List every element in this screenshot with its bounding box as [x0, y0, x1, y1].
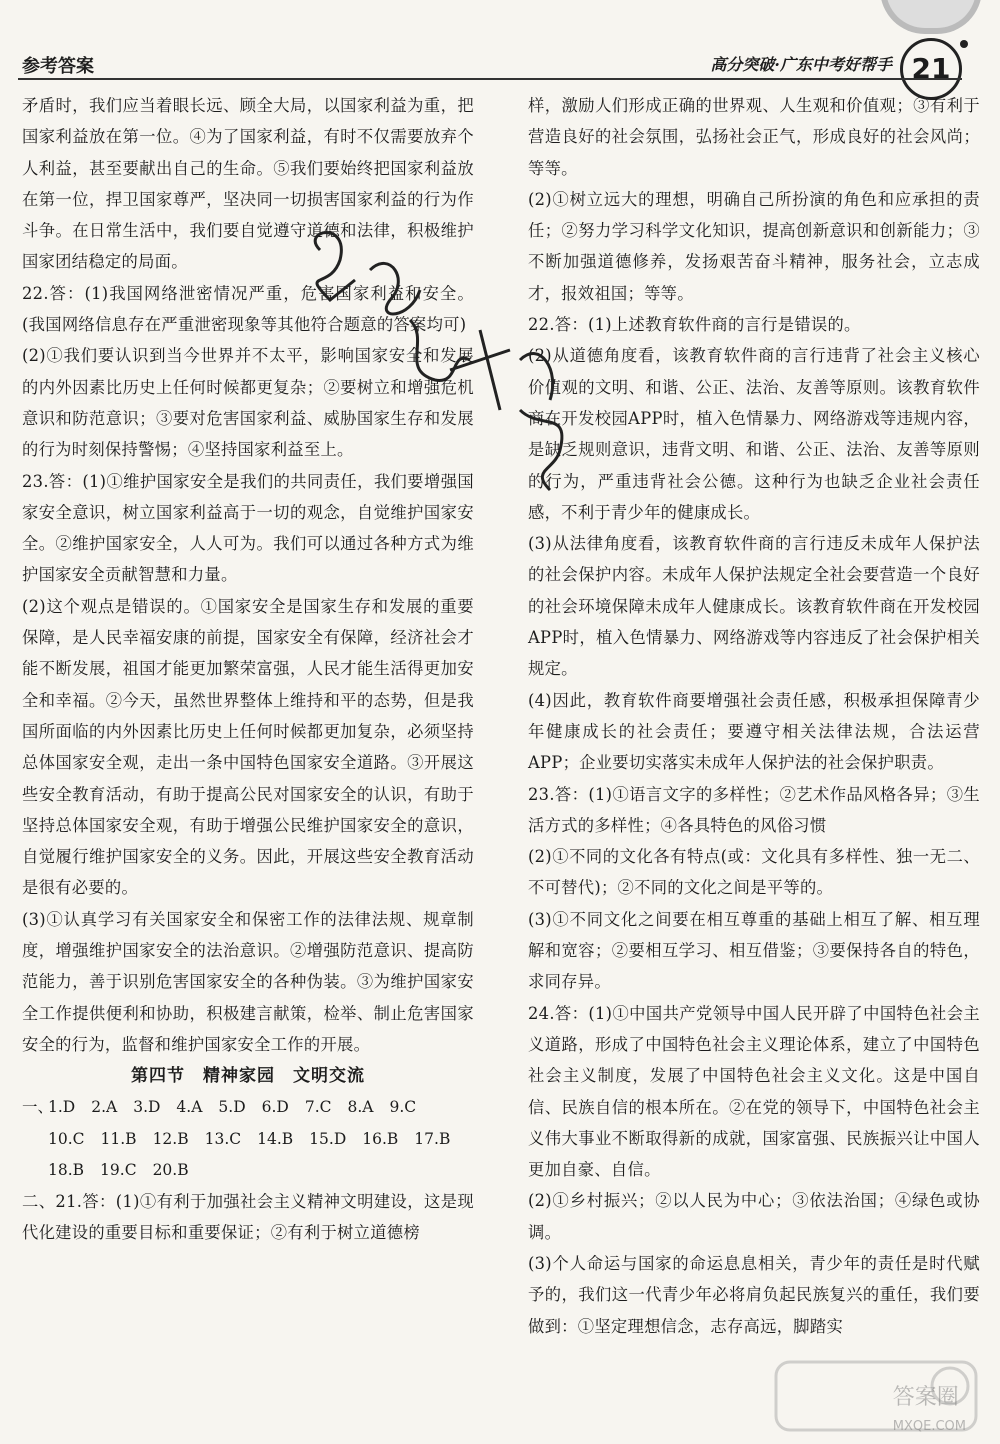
answer-paragraph: (3)从法律角度看，该教育软件商的言行违反未成年人保护法的社会保护内容。未成年人保护法规定全社会要营造一个良好的社会环境保障未成年人健康成长。该教育软件商在开发校园APP时，植入色情暴力、网络游戏等内容违反了社会保护相关规定。: [528, 534, 980, 679]
mc-answer: 4.A: [176, 1098, 203, 1117]
header-right-label: 高分突破·广东中考好帮手: [710, 55, 892, 74]
mc-answer: 2.A: [91, 1098, 118, 1117]
mc-answer: 3.D: [133, 1098, 161, 1117]
answer-paragraph: (3)①不同文化之间要在相互尊重的基础上相互了解、相互理解和宽容；②要相互学习、相互借鉴；③要保持各自的特色，求同存异。: [528, 909, 980, 992]
answer-paragraph: 二、21.答：(1)①有利于加强社会主义精神文明建设，这是现代化建设的重要目标和重要保证；②有利于树立道德榜: [22, 1192, 474, 1243]
answer-paragraph: (2)①我们要认识到当今世界并不太平，影响国家安全和发展的内外因素比历史上任何时候都更复杂；②要树立和增强危机意识和防范意识；③要对危害国家利益、威胁国家生存和发展的行为时刻保持警惕；④坚持国家利益至上。: [22, 346, 474, 460]
mc-answer: 8.A: [347, 1098, 374, 1117]
answer-paragraph: 23.答：(1)①语言文字的多样性；②艺术作品风格各异；③生活方式的多样性；④各具特色的风俗习惯: [528, 784, 980, 835]
answer-paragraph: 矛盾时，我们应当着眼长远、顾全大局，以国家利益为重，把国家利益放在第一位。④为了国家利益，有时不仅需要放弃个人利益，甚至要献出自己的生命。⑤我们要始终把国家利益放在第一位，捍卫国家尊严，坚决同一切损害国家利益的行为作斗争。在日常生活中，我们要自觉遵守道德和法律，积极维护国家团结稳定的局面。: [22, 96, 474, 272]
mc-answer: 16.B: [362, 1129, 399, 1148]
decorative-circle: [880, 0, 982, 34]
answer-paragraph: (2)①乡村振兴；②以人民为中心；③依法治国；④绿色或协调。: [528, 1191, 980, 1242]
mc-answer: 12.B: [152, 1129, 189, 1148]
mc-answer-row: [22, 1155, 474, 1186]
mc-answer: 5.D: [218, 1098, 246, 1117]
mc-answer: 1.D: [48, 1098, 76, 1117]
mc-answer: 19.C: [100, 1160, 137, 1179]
answer-paragraph: (3)①认真学习有关国家安全和保密工作的法律法规、规章制度，增强维护国家安全的法治意识。②增强防范意识、提高防范能力，善于识别危害国家安全的各种伪装。③为维护国家安全工作提供便利和协助，积极建言献策，检举、制止危害国家安全的行为，监督和维护国家安全工作的开展。: [22, 909, 474, 1054]
answer-paragraph: 23.答：(1)①维护国家安全是我们的共同责任，我们要增强国家安全意识，树立国家利益高于一切的观念，自觉维护国家安全。②维护国家安全，人人可为。我们可以通过各种方式为维护国家安全贡献智慧和力量。: [22, 471, 474, 585]
page-number: 21: [900, 38, 962, 100]
mc-answer: 20.B: [152, 1160, 189, 1179]
watermark-text: 答案圈 MXQE.COM: [892, 1385, 966, 1434]
mc-answer: 10.C: [48, 1129, 85, 1148]
mc-answer-row: [22, 1092, 474, 1123]
answer-paragraph: 22.答：(1)我国网络泄密情况严重，危害国家利益和安全。(我国网络信息存在严重泄密现象等其他符合题意的答案均可): [22, 283, 474, 335]
answer-paragraph: 22.答：(1)上述教育软件商的言行是错误的。: [528, 315, 861, 335]
answer-paragraph: (2)从道德角度看，该教育软件商的言行违背了社会主义核心价值观的文明、和谐、公正、法治、友善等原则。该教育软件商在开发校园APP时，植入色情暴力、网络游戏等违规内容，是缺乏规则意识，违背文明、和谐、公正、法治、友善等原则的行为，严重违背社会公德。这种行为也缺乏企业社会责任感，不利于青少年的健康成长。: [528, 346, 980, 522]
mc-answer: 7.C: [304, 1098, 332, 1117]
answer-paragraph: (2)①不同的文化各有特点(或：文化具有多样性、独一无二、不可替代)；②不同的文化之间是平等的。: [528, 847, 980, 898]
mc-answer: 14.B: [257, 1129, 294, 1148]
mc-answer: 11.B: [100, 1129, 137, 1148]
mc-answer: 18.B: [48, 1160, 85, 1179]
page-number-dot: [960, 40, 968, 48]
mc-answer: 17.B: [414, 1129, 451, 1148]
answer-paragraph: (3)个人命运与国家的命运息息相关，青少年的责任是时代赋予的，我们这一代青少年必将肩负起民族复兴的重任，我们要做到：①坚定理想信念，志存高远，脚踏实: [528, 1253, 980, 1336]
mc-answer: 6.D: [261, 1098, 289, 1117]
answer-paragraph: (2)①树立远大的理想，明确自己所扮演的角色和应承担的责任；②努力学习科学文化知识，提高创新意识和创新能力；③不断加强道德修养，发扬艰苦奋斗精神，服务社会，立志成才，报效祖国；等等。: [528, 189, 980, 303]
mc-answer: 15.D: [309, 1129, 347, 1148]
mc-answer-row: [22, 1124, 474, 1155]
answer-paragraph: 24.答：(1)①中国共产党领导中国人民开辟了中国特色社会主义道路，形成了中国特色社会主义理论体系，建立了中国特色社会主义制度，发展了中国特色社会主义文化。这是中国自信、民族自信的根本所在。②在党的领导下，中国特色社会主义伟大事业不断取得新的成就，国家富强、民族振兴让中国人更加自豪、自信。: [528, 1003, 980, 1180]
header-left-label: 参考答案: [22, 56, 94, 77]
mc-answer: 9.C: [389, 1098, 417, 1117]
mc-prefix: 一、: [22, 1098, 54, 1117]
header-rule: [18, 78, 962, 80]
answer-paragraph: (4)因此，教育软件商要增强社会责任感，积极承担保障青少年健康成长的社会责任；要遵守相关法律法规，合法运营APP；企业要切实落实未成年人保护法的社会保护职责。: [528, 690, 980, 773]
answer-paragraph: (2)这个观点是错误的。①国家安全是国家生存和发展的重要保障，是人民幸福安康的前提，国家安全有保障，经济社会才能不断发展，祖国才能更加繁荣富强，人民才能生活得更加安全和幸福。②今天，虽然世界整体上维持和平的态势，但是我国所面临的内外因素比历史上任何时候都更加复杂，必须坚持总体国家安全观，走出一条中国特色国家安全道路。③开展这些安全教育活动，有助于提高公民对国家安全的认识，有助于坚持总体国家安全观，有助于增强公民维护国家安全的意识，自觉履行维护国家安全的义务。因此，开展这些安全教育活动是很有必要的。: [22, 596, 474, 898]
section-title: 第四节 精神家园 文明交流: [131, 1066, 365, 1087]
right-column: [528, 90, 980, 1342]
left-column: [22, 90, 474, 1249]
answer-paragraph: 样，激励人们形成正确的世界观、人生观和价值观；③有利于营造良好的社会氛围，弘扬社会正气，形成良好的社会风尚；等等。: [528, 96, 980, 178]
mc-answer: 13.C: [204, 1129, 242, 1148]
